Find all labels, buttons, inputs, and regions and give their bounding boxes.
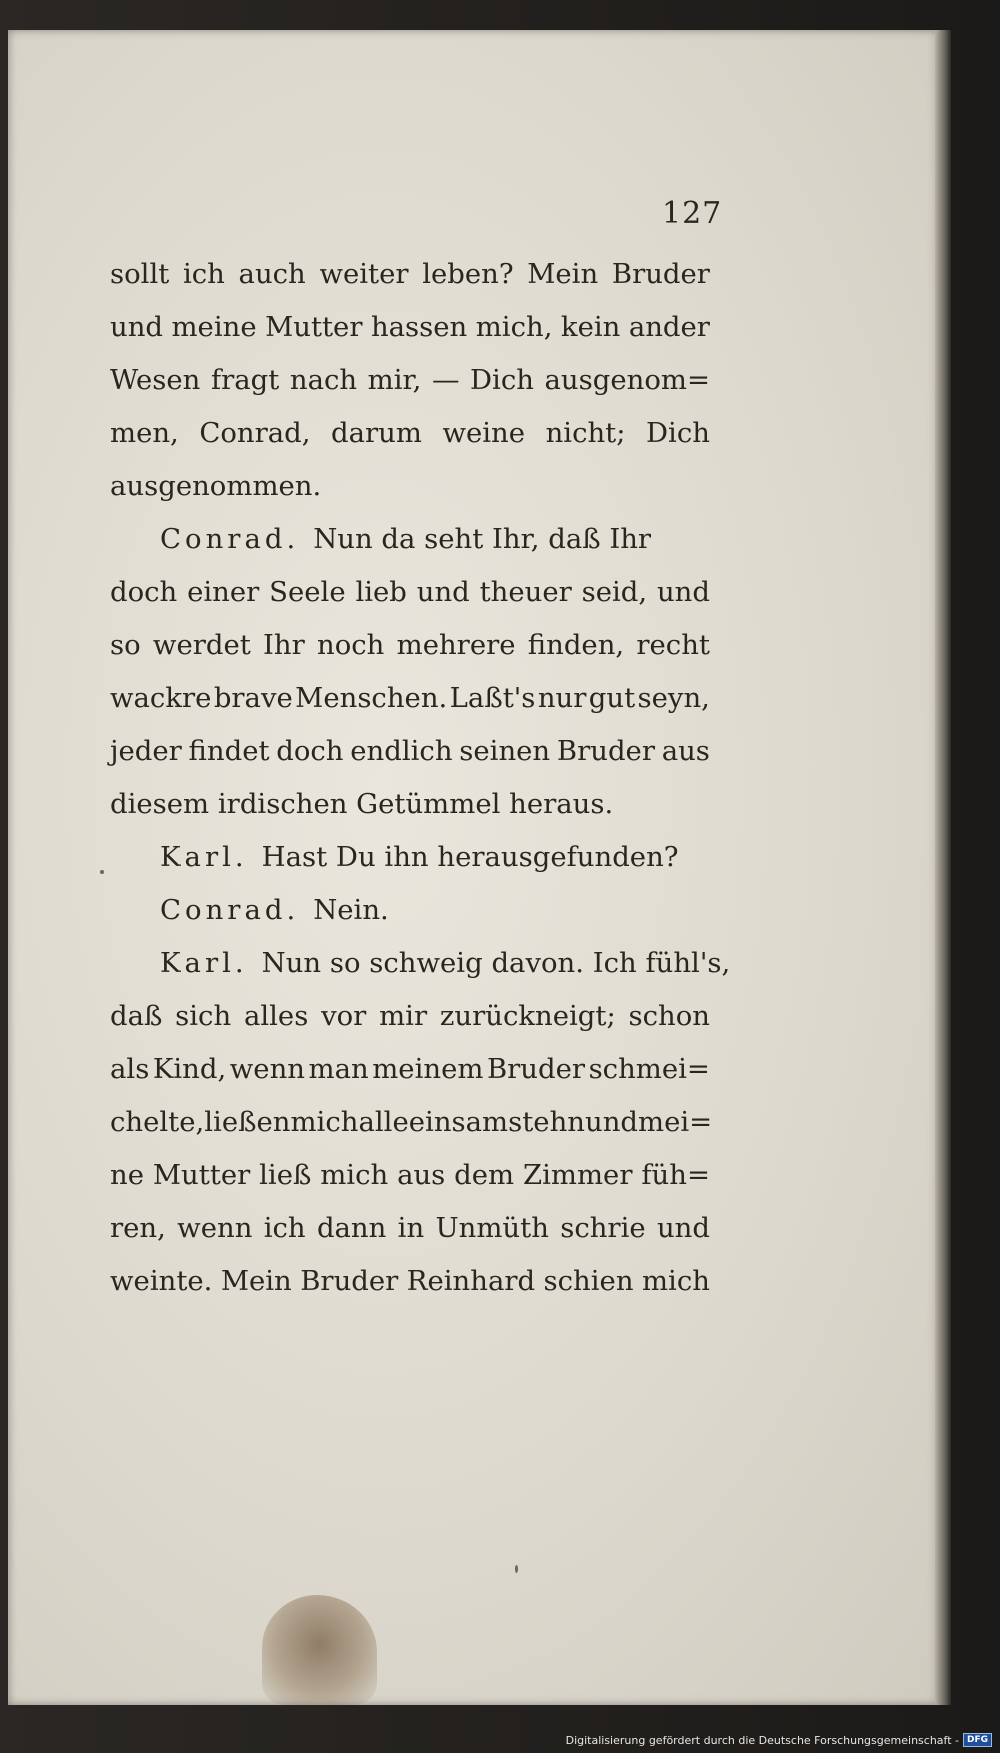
word: auch <box>238 258 306 290</box>
credit-text: Digitalisierung gefördert durch die Deutsche Forschungsgemeinschaft - <box>565 1733 959 1747</box>
text-line <box>110 1096 713 1149</box>
word: meinem <box>372 1053 484 1085</box>
word: daß <box>110 1000 163 1032</box>
word: ren, <box>110 1212 166 1244</box>
word: chelte, <box>110 1106 205 1138</box>
word: Dich <box>470 364 534 396</box>
word: seid, <box>581 576 648 608</box>
word: Zimmer <box>523 1159 633 1191</box>
word: Mein <box>220 1265 292 1297</box>
word: theuer <box>479 576 572 608</box>
text-line <box>110 619 710 672</box>
word: nur <box>537 682 587 714</box>
word: und <box>416 576 470 608</box>
word: finden, <box>527 629 625 661</box>
word: gut <box>588 682 636 714</box>
word: Ihr <box>263 629 305 661</box>
word: Mein <box>527 258 599 290</box>
word: mich, <box>475 311 553 343</box>
word: ander <box>628 311 710 343</box>
word: füh= <box>641 1159 710 1191</box>
page-edge <box>935 30 951 1705</box>
word: Reinhard <box>406 1265 536 1297</box>
word: schmei= <box>588 1053 710 1085</box>
word: fragt <box>210 364 280 396</box>
page-number: 127 <box>662 196 723 231</box>
word: werdet <box>152 629 251 661</box>
word: Mutter <box>152 1159 251 1191</box>
word: sollt <box>110 258 170 290</box>
word: Seele <box>269 576 346 608</box>
word: Unmüth <box>435 1212 549 1244</box>
word: einsam <box>408 1106 509 1138</box>
word: Bruder <box>611 258 710 290</box>
word: mich <box>641 1265 710 1297</box>
word: mehrere <box>396 629 516 661</box>
speck <box>515 1565 518 1573</box>
word: ich <box>182 258 225 290</box>
word: sich <box>175 1000 232 1032</box>
word: kein <box>560 311 621 343</box>
speech-text: Nein. <box>313 894 389 926</box>
word: weiter <box>319 258 409 290</box>
word: ließ <box>259 1159 312 1191</box>
word: ich <box>263 1212 306 1244</box>
text-line <box>110 1202 710 1255</box>
text-line <box>110 1043 710 1096</box>
word: mir, <box>367 364 422 396</box>
speech-line <box>110 884 710 937</box>
word: wenn <box>229 1053 305 1085</box>
word: nach <box>289 364 358 396</box>
word: hassen <box>370 311 468 343</box>
stain <box>262 1595 377 1705</box>
word: ne <box>110 1159 144 1191</box>
word: schien <box>543 1265 634 1297</box>
word: vor <box>321 1000 367 1032</box>
dfg-logo: DFG <box>963 1733 992 1747</box>
word: recht <box>636 629 710 661</box>
speaker-name: Karl. <box>160 947 248 979</box>
word: brave <box>213 682 293 714</box>
word: jeder <box>110 735 182 767</box>
speech-text: Hast Du ihn herausgefunden? <box>261 841 679 873</box>
word: darum <box>331 417 422 449</box>
word: ausgenom= <box>544 364 710 396</box>
word: dem <box>454 1159 515 1191</box>
speech-text: Nun da seht Ihr, daß Ihr <box>313 523 652 555</box>
word: einer <box>187 576 260 608</box>
word: stehn <box>508 1106 585 1138</box>
word: Dich <box>646 417 710 449</box>
word: man <box>308 1053 369 1085</box>
word: nicht; <box>545 417 626 449</box>
word: Menschen. <box>295 682 448 714</box>
text-line <box>110 1149 710 1202</box>
word: ließen <box>204 1106 291 1138</box>
word: — <box>431 364 460 396</box>
word: endlich <box>350 735 453 767</box>
text-line <box>110 725 710 778</box>
word: wackre <box>110 682 212 714</box>
word: Bruder <box>556 735 655 767</box>
speaker-name: Conrad. <box>160 523 300 555</box>
word: doch <box>110 576 178 608</box>
word: schrie <box>560 1212 646 1244</box>
word: mir <box>379 1000 428 1032</box>
word: lieb <box>355 576 407 608</box>
speech-line <box>110 513 710 566</box>
word: Laßt's <box>449 682 536 714</box>
text-line <box>110 1255 710 1308</box>
text-line <box>110 301 710 354</box>
text-line: diesem irdischen Getümmel heraus. <box>110 788 614 820</box>
text-line <box>110 407 710 460</box>
speaker-name: Conrad. <box>160 894 300 926</box>
word: men, <box>110 417 179 449</box>
text-line <box>110 354 710 407</box>
word: mich <box>320 1159 389 1191</box>
word: weinte. <box>110 1265 213 1297</box>
text-block <box>110 248 731 1308</box>
word: Kind, <box>152 1053 227 1085</box>
word: mich <box>290 1106 359 1138</box>
word: und <box>110 311 164 343</box>
word: alle <box>358 1106 409 1138</box>
text-line <box>110 990 710 1043</box>
speck <box>100 870 104 874</box>
digitization-credit <box>566 1733 992 1747</box>
word: zurückneigt; <box>439 1000 616 1032</box>
speech-text: Nun so schweig davon. Ich fühl's, <box>261 947 731 979</box>
word: Bruder <box>300 1265 399 1297</box>
word: Mutter <box>265 311 363 343</box>
word: aus <box>661 735 710 767</box>
word: aus <box>397 1159 446 1191</box>
word: findet <box>188 735 270 767</box>
word: meine <box>171 311 257 343</box>
text-line <box>110 672 710 725</box>
word: und <box>656 576 710 608</box>
speech-line <box>110 831 710 884</box>
word: mei= <box>638 1106 713 1138</box>
word: seinen <box>459 735 551 767</box>
word: weine <box>442 417 526 449</box>
word: so <box>110 629 141 661</box>
speaker-name: Karl. <box>160 841 248 873</box>
word: Conrad, <box>199 417 311 449</box>
word: seyn, <box>637 682 710 714</box>
word: Bruder <box>486 1053 586 1085</box>
text-line <box>110 248 710 301</box>
word: leben? <box>422 258 514 290</box>
word: alles <box>243 1000 309 1032</box>
speech-line <box>110 937 731 990</box>
word: Wesen <box>110 364 201 396</box>
word: wenn <box>177 1212 253 1244</box>
word: doch <box>276 735 344 767</box>
word: und <box>656 1212 710 1244</box>
text-line: ausgenommen. <box>110 470 322 502</box>
word: schon <box>628 1000 710 1032</box>
text-line <box>110 566 710 619</box>
word: und <box>585 1106 639 1138</box>
word: noch <box>317 629 385 661</box>
word: als <box>110 1053 150 1085</box>
word: in <box>397 1212 425 1244</box>
word: dann <box>316 1212 387 1244</box>
